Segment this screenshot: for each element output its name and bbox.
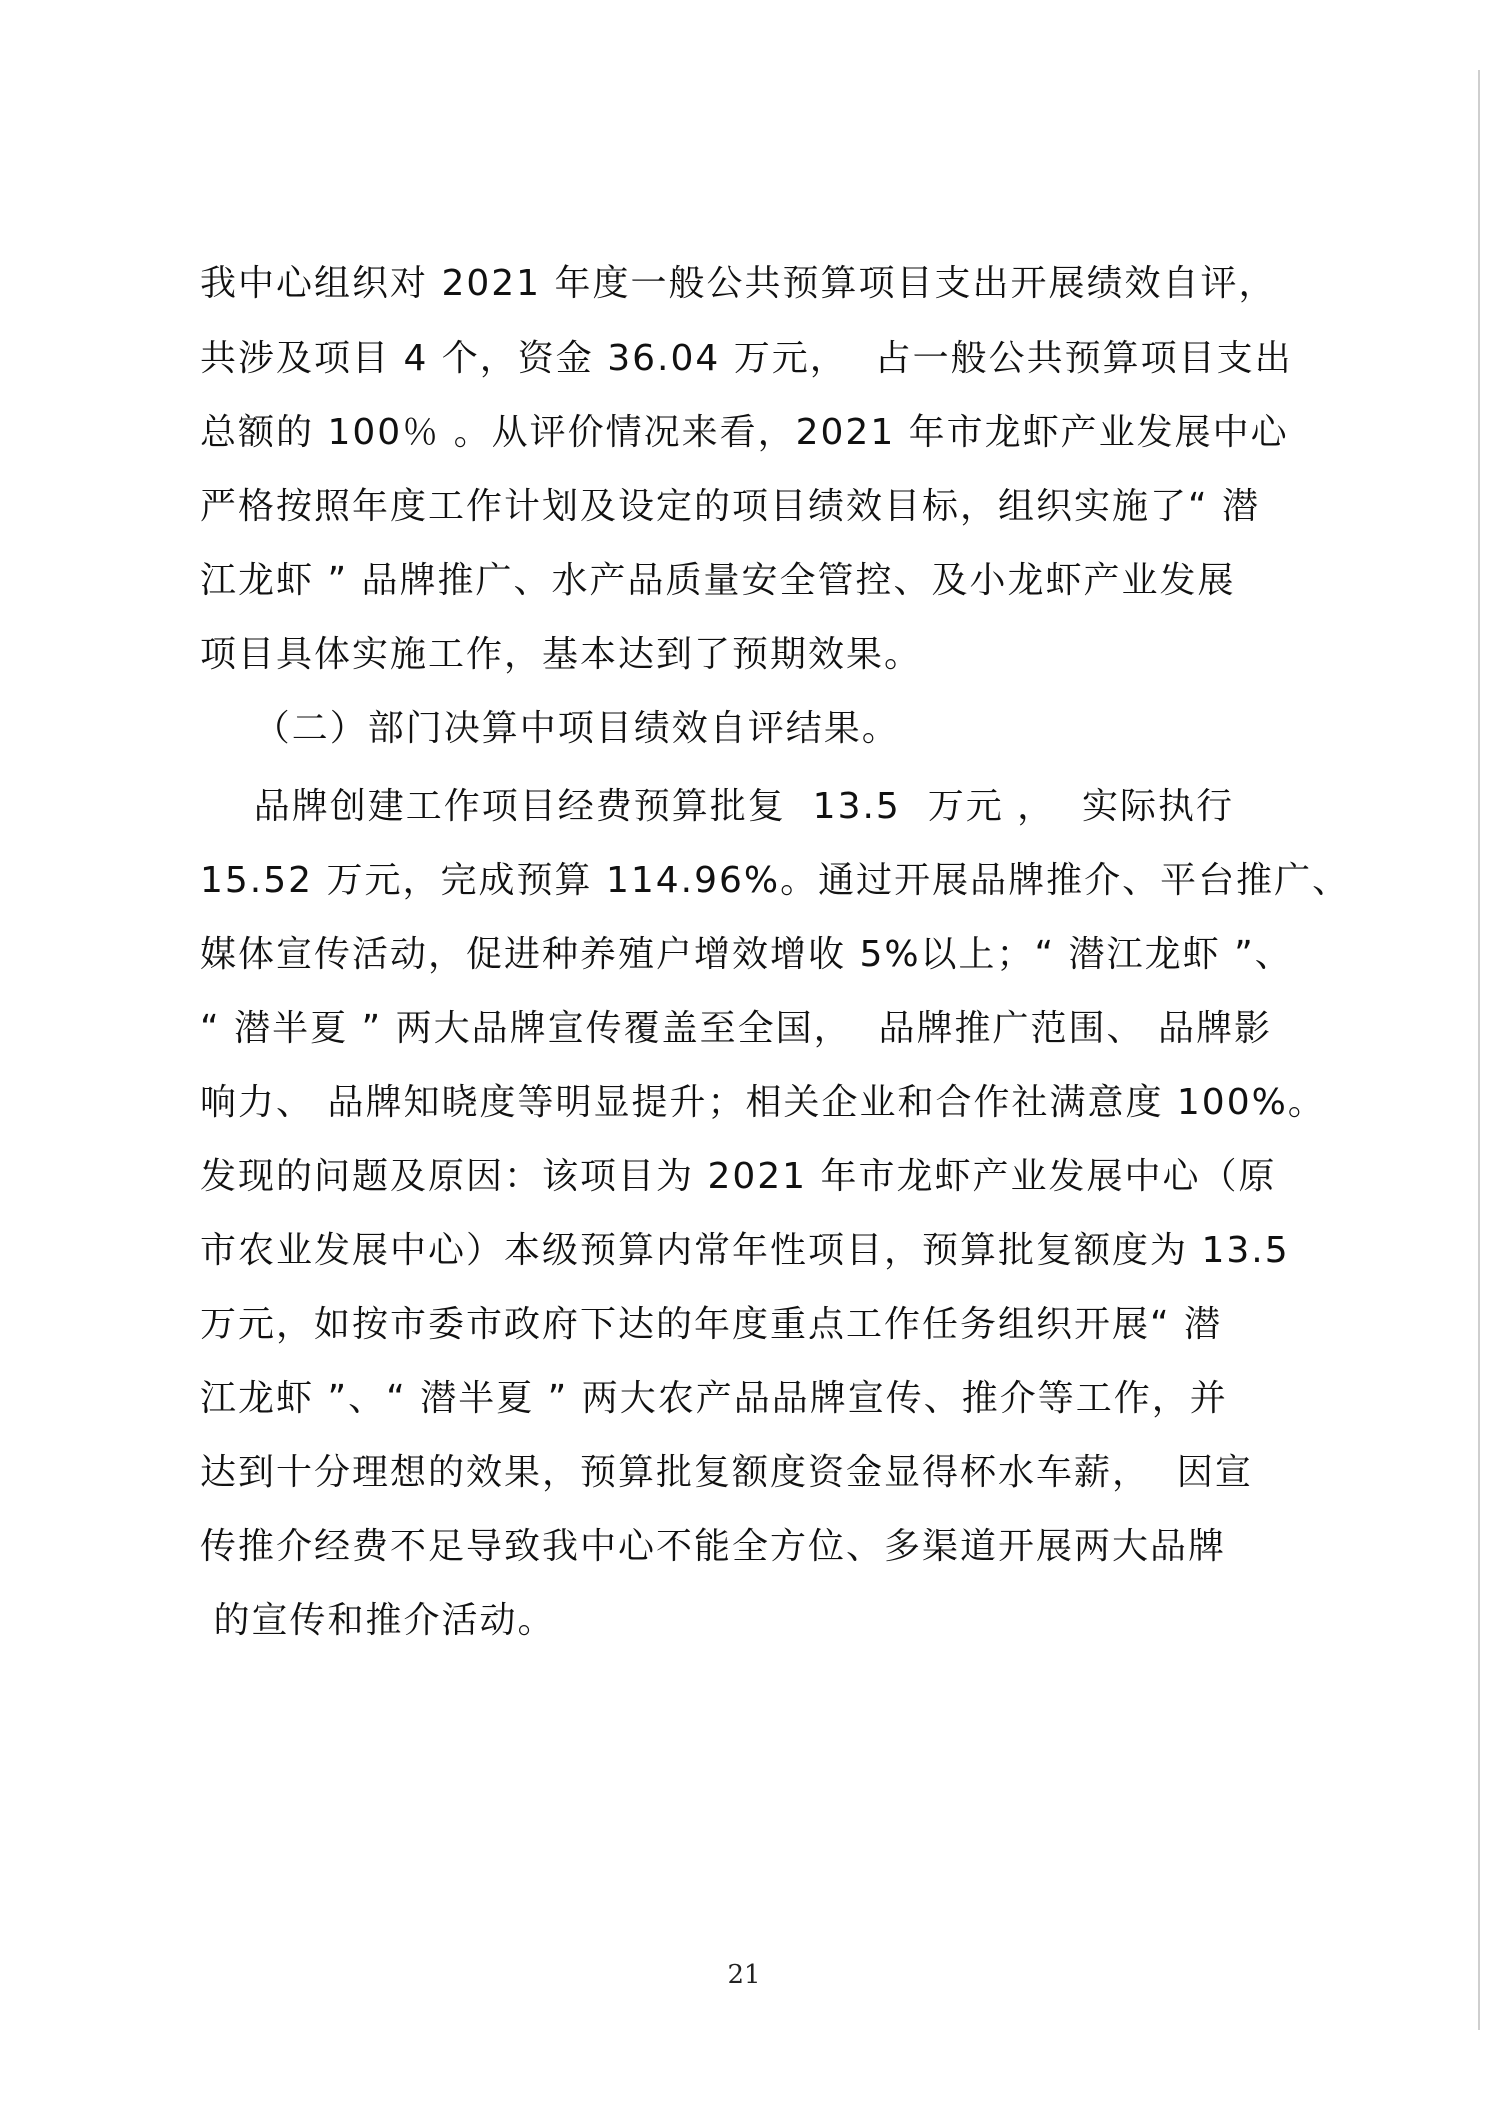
paragraph-line: 传推介经费不足导致我中心不能全方位、多渠道开展两大品牌	[200, 1526, 1227, 1567]
paragraph-line: 的宣传和推介活动。	[200, 1600, 556, 1641]
paragraph-line: 达到十分理想的效果，预算批复额度资金显得杯水车薪， 因宣	[200, 1452, 1253, 1493]
paragraph-line: “ 潜半夏 ” 两大品牌宣传覆盖至全国， 品牌推广范围、 品牌影	[200, 1008, 1272, 1049]
paragraph-line: 严格按照年度工作计划及设定的项目绩效目标，组织实施了“ 潜	[200, 486, 1261, 527]
paragraph-line: 我中心组织对 2021 年度一般公共预算项目支出开展绩效自评，	[200, 263, 1277, 304]
paragraph-line: 15.52 万元，完成预算 114.96%。通过开展品牌推介、平台推广、	[200, 860, 1351, 901]
paragraph-line: 发现的问题及原因：该项目为 2021 年市龙虾产业发展中心（原	[200, 1156, 1277, 1197]
page-number: 21	[727, 1960, 761, 1990]
paragraph-line: 江龙虾 ”、“ 潜半夏 ” 两大农产品品牌宣传、推介等工作，并	[200, 1378, 1228, 1419]
section-heading: （二）部门决算中项目绩效自评结果。	[200, 708, 900, 749]
page-edge-rule	[1478, 70, 1480, 2030]
paragraph-line: 媒体宣传活动，促进种养殖户增效增收 5%以上；“ 潜江龙虾 ”、	[200, 934, 1293, 975]
paragraph-line: 市农业发展中心）本级预算内常年性项目，预算批复额度为 13.5	[200, 1230, 1290, 1271]
paragraph-line: 项目具体实施工作，基本达到了预期效果。	[200, 634, 923, 675]
paragraph-line: 万元，如按市委市政府下达的年度重点工作任务组织开展“ 潜	[200, 1304, 1223, 1345]
paragraph-line: 总额的 100％ 。从评价情况来看，2021 年市龙虾产业发展中心	[200, 412, 1289, 453]
paragraph-line: 共涉及项目 4 个，资金 36.04 万元， 占一般公共预算项目支出	[200, 338, 1293, 379]
paragraph-line: 江龙虾 ” 品牌推广、水产品质量安全管控、及小龙虾产业发展	[200, 560, 1236, 601]
paragraph-line: 响力、 品牌知晓度等明显提升；相关企业和合作社满意度 100%。	[200, 1082, 1326, 1123]
paragraph-line: 品牌创建工作项目经费预算批复 13.5 万元 ， 实际执行	[200, 786, 1235, 827]
